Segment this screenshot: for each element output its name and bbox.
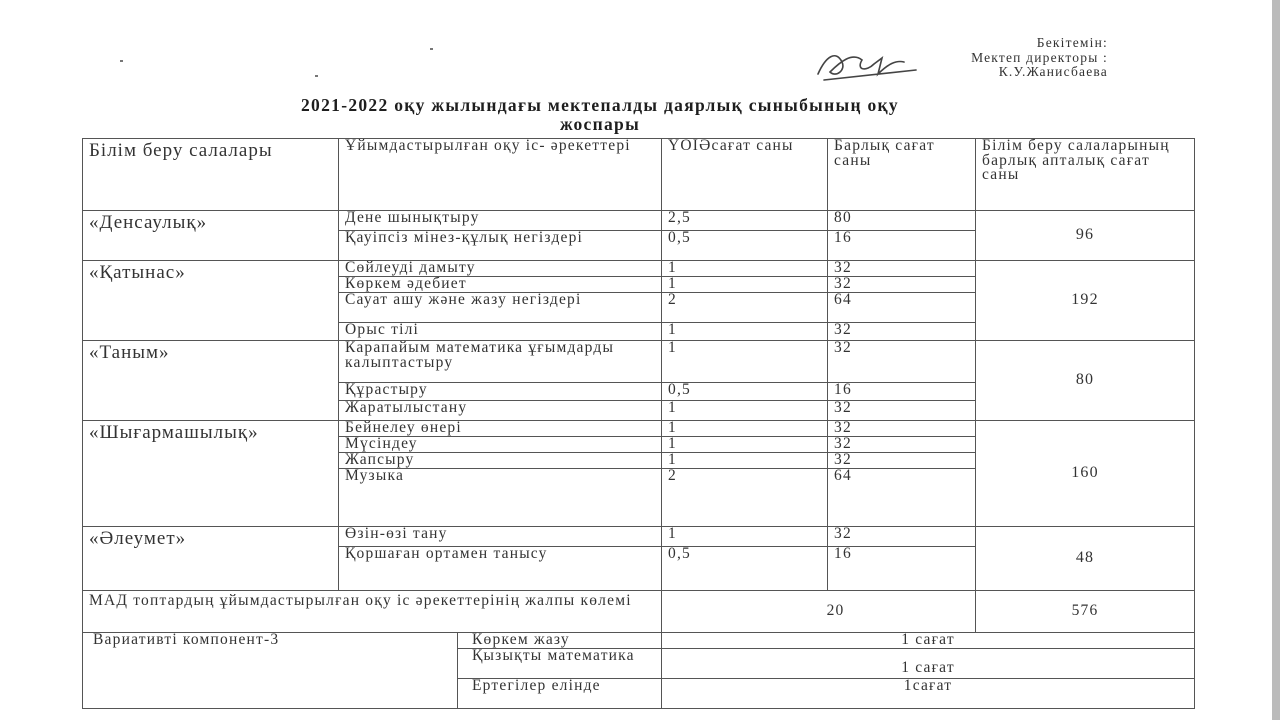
total-hours: 32 bbox=[828, 341, 976, 383]
curriculum-table bbox=[82, 138, 1195, 709]
activity-name: Дене шынықтыру bbox=[339, 211, 662, 231]
header-area: Білім беру салалары bbox=[83, 139, 339, 211]
activity-name: Қауіпсіз мінез-құлық негіздері bbox=[339, 231, 662, 261]
area-total: 96 bbox=[976, 211, 1195, 261]
total-hours: 32 bbox=[828, 421, 976, 437]
variative-row bbox=[83, 633, 1195, 649]
weekly-hours: 0,5 bbox=[662, 231, 828, 261]
summary-row bbox=[83, 591, 1195, 633]
total-hours: 80 bbox=[828, 211, 976, 231]
area-name: «Әлеумет» bbox=[83, 527, 339, 591]
area-total: 192 bbox=[976, 261, 1195, 341]
activity-name: Жапсыру bbox=[339, 453, 662, 469]
total-hours: 32 bbox=[828, 527, 976, 547]
total-hours: 32 bbox=[828, 261, 976, 277]
total-hours: 32 bbox=[828, 401, 976, 421]
table-row bbox=[83, 211, 1195, 231]
weekly-hours: 1 bbox=[662, 527, 828, 547]
approval-line-3: К.У.Жанисбаева bbox=[998, 64, 1108, 79]
table-row bbox=[83, 421, 1195, 437]
total-hours: 64 bbox=[828, 469, 976, 527]
activity-name: Мүсіндеу bbox=[339, 437, 662, 453]
scan-edge bbox=[1272, 0, 1280, 720]
area-name: «Шығармашылық» bbox=[83, 421, 339, 527]
total-hours: 32 bbox=[828, 437, 976, 453]
area-total: 80 bbox=[976, 341, 1195, 421]
table-row bbox=[83, 261, 1195, 277]
summary-weekly: 20 bbox=[662, 591, 976, 633]
activity-name: Орыс тілі bbox=[339, 323, 662, 341]
header-row bbox=[83, 139, 1195, 211]
header-area-hours: Білім беру салаларының барлық апталық сағат саны bbox=[976, 139, 1195, 211]
weekly-hours: 1 bbox=[662, 323, 828, 341]
approval-line-1: Бекітемін: bbox=[1036, 35, 1108, 50]
total-hours: 32 bbox=[828, 453, 976, 469]
total-hours: 32 bbox=[828, 277, 976, 293]
activity-name: Сөйлеуді дамыту bbox=[339, 261, 662, 277]
total-hours: 16 bbox=[828, 231, 976, 261]
signature-icon bbox=[812, 40, 922, 86]
header-total-hours: Барлық сағат саны bbox=[828, 139, 976, 211]
document-title bbox=[90, 96, 1110, 134]
title-line-1: 2021-2022 оқу жылындағы мектепалды даярлық сыныбының оқу bbox=[301, 95, 899, 115]
variative-label: Вариативті компонент-3 bbox=[83, 633, 458, 709]
variative-item-name: Көркем жазу bbox=[458, 633, 662, 649]
activity-name: Қоршаған ортамен танысу bbox=[339, 547, 662, 591]
area-total: 48 bbox=[976, 527, 1195, 591]
weekly-hours: 1 bbox=[662, 437, 828, 453]
variative-item-value: 1 сағат bbox=[662, 649, 1195, 679]
activity-name: Көркем әдебиет bbox=[339, 277, 662, 293]
weekly-hours: 2 bbox=[662, 469, 828, 527]
scan-speck bbox=[315, 75, 318, 77]
area-name: «Денсаулық» bbox=[83, 211, 339, 261]
table-row bbox=[83, 341, 1195, 383]
activity-name: Бейнелеу өнері bbox=[339, 421, 662, 437]
scan-speck bbox=[430, 48, 433, 50]
weekly-hours: 1 bbox=[662, 401, 828, 421]
total-hours: 16 bbox=[828, 547, 976, 591]
table-row bbox=[83, 527, 1195, 547]
activity-name: Құрастыру bbox=[339, 383, 662, 401]
area-name: «Таным» bbox=[83, 341, 339, 421]
title-line-2: жоспары bbox=[559, 114, 641, 134]
weekly-hours: 1 bbox=[662, 453, 828, 469]
variative-item-value: 1 сағат bbox=[662, 633, 1195, 649]
weekly-hours: 1 bbox=[662, 421, 828, 437]
activity-name: Жаратылыстану bbox=[339, 401, 662, 421]
activity-name: Музыка bbox=[339, 469, 662, 527]
variative-item-value: 1сағат bbox=[662, 679, 1195, 709]
scan-speck bbox=[120, 60, 123, 62]
weekly-hours: 2 bbox=[662, 293, 828, 323]
summary-label: МАД топтардың ұйымдастырылған оқу іс әрекеттерінің жалпы көлемі bbox=[83, 591, 662, 633]
summary-hours: 576 bbox=[976, 591, 1195, 633]
variative-item-name: Қызықты математика bbox=[458, 649, 662, 679]
weekly-hours: 1 bbox=[662, 261, 828, 277]
total-hours: 64 bbox=[828, 293, 976, 323]
activity-name: Өзін-өзі тану bbox=[339, 527, 662, 547]
total-hours: 16 bbox=[828, 383, 976, 401]
header-activity: Ұйымдастырылған оқу іс- әрекеттері bbox=[339, 139, 662, 211]
approval-block bbox=[971, 36, 1108, 80]
weekly-hours: 0,5 bbox=[662, 547, 828, 591]
activity-name: Сауат ашу және жазу негіздері bbox=[339, 293, 662, 323]
header-weekly-hours: ҮОІӘсағат саны bbox=[662, 139, 828, 211]
total-hours: 32 bbox=[828, 323, 976, 341]
activity-name: Карапайым математика ұғымдарды калыптастыру bbox=[339, 341, 662, 383]
weekly-hours: 2,5 bbox=[662, 211, 828, 231]
area-name: «Қатынас» bbox=[83, 261, 339, 341]
weekly-hours: 1 bbox=[662, 277, 828, 293]
weekly-hours: 1 bbox=[662, 341, 828, 383]
variative-item-name: Ертегілер елінде bbox=[458, 679, 662, 709]
area-total: 160 bbox=[976, 421, 1195, 527]
approval-line-2: Мектеп директоры : bbox=[971, 49, 1108, 65]
weekly-hours: 0,5 bbox=[662, 383, 828, 401]
